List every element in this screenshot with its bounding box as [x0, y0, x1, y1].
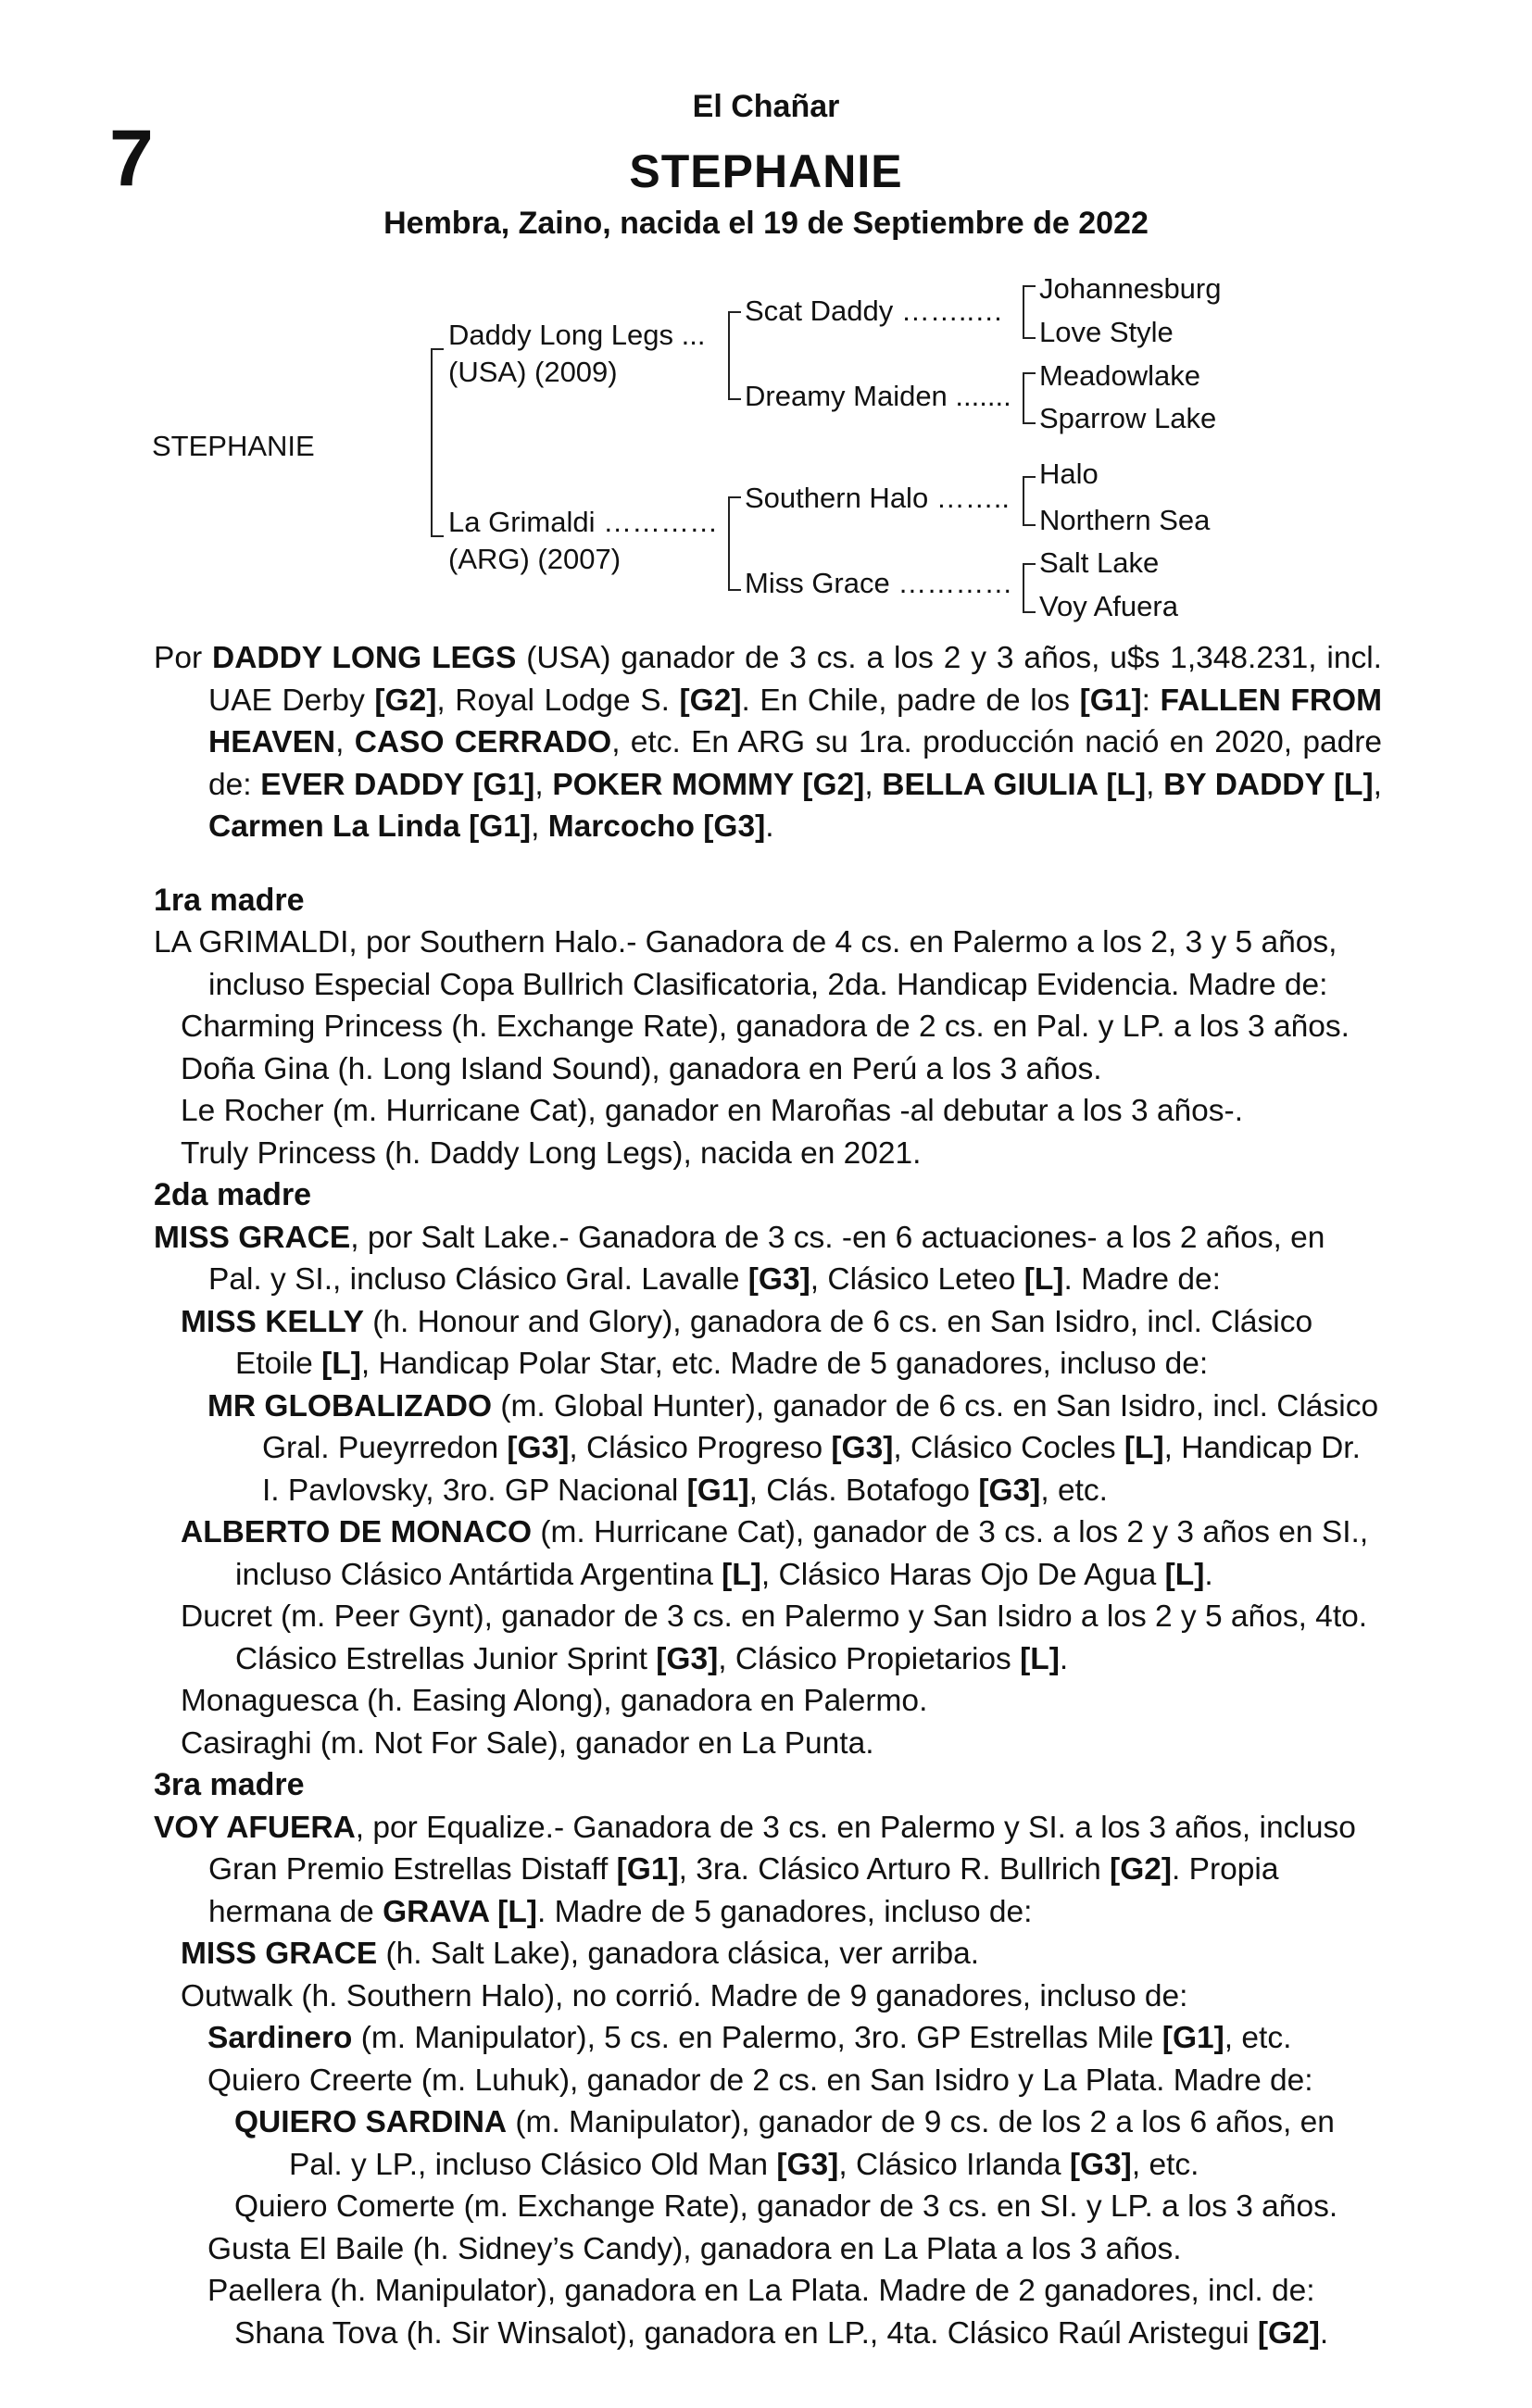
bracket-sd	[1023, 372, 1036, 424]
madre3-heading: 3ra madre	[154, 1767, 305, 1802]
horse-description: Hembra, Zaino, nacida el 19 de Septiembre de 2022	[383, 206, 1149, 241]
pedigree-sire: Daddy Long Legs ...	[448, 319, 706, 351]
pedigree-ss-dam: Love Style	[1039, 316, 1174, 348]
madre3-child: Outwalk (h. Southern Halo), no corrió. Madre de 9 ganadores, incluso de:	[181, 1978, 1188, 2013]
pedigree-sire-origin: (USA) (2009)	[448, 356, 618, 388]
lot-number: 7	[109, 114, 154, 203]
bracket-gen1	[431, 348, 444, 537]
bracket-ds	[1023, 476, 1036, 526]
pedigree-dd-sire: Salt Lake	[1039, 546, 1160, 579]
pedigree-dam-origin: (ARG) (2007)	[448, 543, 622, 575]
madre3-intro: VOY AFUERA, por Equalize.- Ganadora de 3 cs. en Palermo y SI. a los 3 años, incluso Gran Premio Estrellas Distaff [G1], 3ra. Clásico Arturo R. Bullrich [G2]. Propia hermana de GRAVA [L]. Madre de 5 ganadores, incluso de:	[154, 1810, 1356, 1929]
madre3-great-grandchild: QUIERO SARDINA (m. Manipulator), ganador de 9 cs. de los 2 a los 6 años, en Pal. y LP., incluso Clásico Old Man [G3], Clásico Irlanda [G3], etc.	[234, 2105, 1335, 2182]
catalog-text	[0, 637, 1532, 2354]
pedigree-dam-sire: Southern Halo ……..	[745, 482, 1011, 514]
bracket-ss	[1023, 285, 1036, 339]
bracket-dd	[1023, 563, 1036, 613]
madre1-child: Doña Gina (h. Long Island Sound), ganadora en Perú a los 3 años.	[181, 1051, 1102, 1086]
pedigree-dam-dam: Miss Grace …………	[745, 567, 1013, 599]
pedigree-ds-dam: Northern Sea	[1039, 504, 1211, 536]
madre3-great-grandchild: Quiero Comerte (m. Exchange Rate), ganador de 3 cs. en SI. y LP. a los 3 años.	[234, 2189, 1338, 2224]
madre2-child: MISS KELLY (h. Honour and Glory), ganadora de 6 cs. en San Isidro, incl. Clásico Etoile [L], Handicap Polar Star, etc. Madre de 5 ganadores, incluso de:	[181, 1304, 1313, 1381]
madre3-grandchild: Gusta El Baile (h. Sidney’s Candy), ganadora en La Plata a los 3 años.	[207, 2231, 1182, 2266]
madre3-grandchild: Quiero Creerte (m. Luhuk), ganador de 2 cs. en San Isidro y La Plata. Madre de:	[207, 2063, 1313, 2098]
madre1-child: Le Rocher (m. Hurricane Cat), ganador en Maroñas -al debutar a los 3 años-.	[181, 1094, 1244, 1128]
pedigree-sire-dam: Dreamy Maiden .......	[745, 380, 1011, 412]
horse-name: STEPHANIE	[629, 145, 903, 197]
pedigree-sire-sire: Scat Daddy ……..…	[745, 295, 1004, 327]
madre2-child: Ducret (m. Peer Gynt), ganador de 3 cs. en Palermo y San Isidro a los 2 y 5 años, 4to. Clásico Estrellas Junior Sprint [G3], Clásico Propietarios [L].	[181, 1599, 1368, 1676]
pedigree-dd-dam: Voy Afuera	[1039, 590, 1178, 622]
madre2-grandchild: MR GLOBALIZADO (m. Global Hunter), ganador de 6 cs. en San Isidro, incl. Clásico Gral. Pueyrredon [G3], Clásico Progreso [G3], Clásico Cocles [L], Handicap Dr. I. Pavlovsky, 3ro. GP Nacional [G1], Clás. Botafogo [G3], etc.	[207, 1388, 1379, 1508]
madre2-heading: 2da madre	[154, 1177, 312, 1212]
madre2-intro: MISS GRACE, por Salt Lake.- Ganadora de 3 cs. -en 6 actuaciones- a los 2 años, en Pal. y SI., incluso Clásico Gral. Lavalle [G3], Clásico Leteo [L]. Madre de:	[154, 1220, 1325, 1297]
pedigree-dam: La Grimaldi …………	[448, 506, 719, 538]
madre1-child: Charming Princess (h. Exchange Rate), ganadora de 2 cs. en Pal. y LP. a los 3 años.	[181, 1010, 1350, 1044]
madre3-grandchild: Sardinero (m. Manipulator), 5 cs. en Palermo, 3ro. GP Estrellas Mile [G1], etc.	[207, 2021, 1292, 2055]
sire-paragraph: Por DADDY LONG LEGS (USA) ganador de 3 cs. a los 2 y 3 años, u$s 1,348.231, incl. UAE Derby [G2], Royal Lodge S. [G2]. En Chile, padre de los [G1]: FALLEN FROM HEAVEN, CASO CERRADO, etc. En ARG su 1ra. producción nació en 2020, padre de: EVER DADDY [G1], POKER MOMMY [G2], BELLA GIULIA [L], BY DADDY [L], Carmen La Linda [G1], Marcocho [G3].	[154, 641, 1382, 844]
madre1-intro: LA GRIMALDI, por Southern Halo.- Ganadora de 4 cs. en Palermo a los 2, 3 y 5 años, incluso Especial Copa Bullrich Clasificatoria, 2da. Handicap Evidencia. Madre de:	[154, 925, 1337, 1002]
breeder-name: El Chañar	[692, 89, 840, 124]
pedigree-ds-sire: Halo	[1039, 458, 1099, 490]
pedigree-sd-dam: Sparrow Lake	[1039, 402, 1217, 434]
madre2-child: Monaguesca (h. Easing Along), ganadora en Palermo.	[181, 1684, 928, 1718]
bracket-sire	[728, 311, 741, 400]
madre1-heading: 1ra madre	[154, 882, 305, 918]
madre3-grandchild: Paellera (h. Manipulator), ganadora en La Plata. Madre de 2 ganadores, incl. de:	[207, 2274, 1315, 2308]
madre2-child: Casiraghi (m. Not For Sale), ganador en La Punta.	[181, 1725, 874, 1761]
madre3-child: MISS GRACE (h. Salt Lake), ganadora clásica, ver arriba.	[181, 1937, 980, 1971]
pedigree-ss-sire: Johannesburg	[1039, 272, 1222, 305]
madre2-child: ALBERTO DE MONACO (m. Hurricane Cat), ganador de 3 cs. a los 2 y 3 años en SI., incluso Clásico Antártida Argentina [L], Clásico Haras Ojo De Agua [L].	[181, 1515, 1369, 1592]
madre1-child: Truly Princess (h. Daddy Long Legs), nacida en 2021.	[181, 1135, 922, 1171]
pedigree-sd-sire: Meadowlake	[1039, 359, 1201, 392]
madre3-great-grandchild: Shana Tova (h. Sir Winsalot), ganadora en LP., 4ta. Clásico Raúl Aristegui [G2].	[234, 2315, 1329, 2351]
bracket-dam	[728, 496, 741, 591]
pedigree-subject: STEPHANIE	[152, 430, 315, 462]
